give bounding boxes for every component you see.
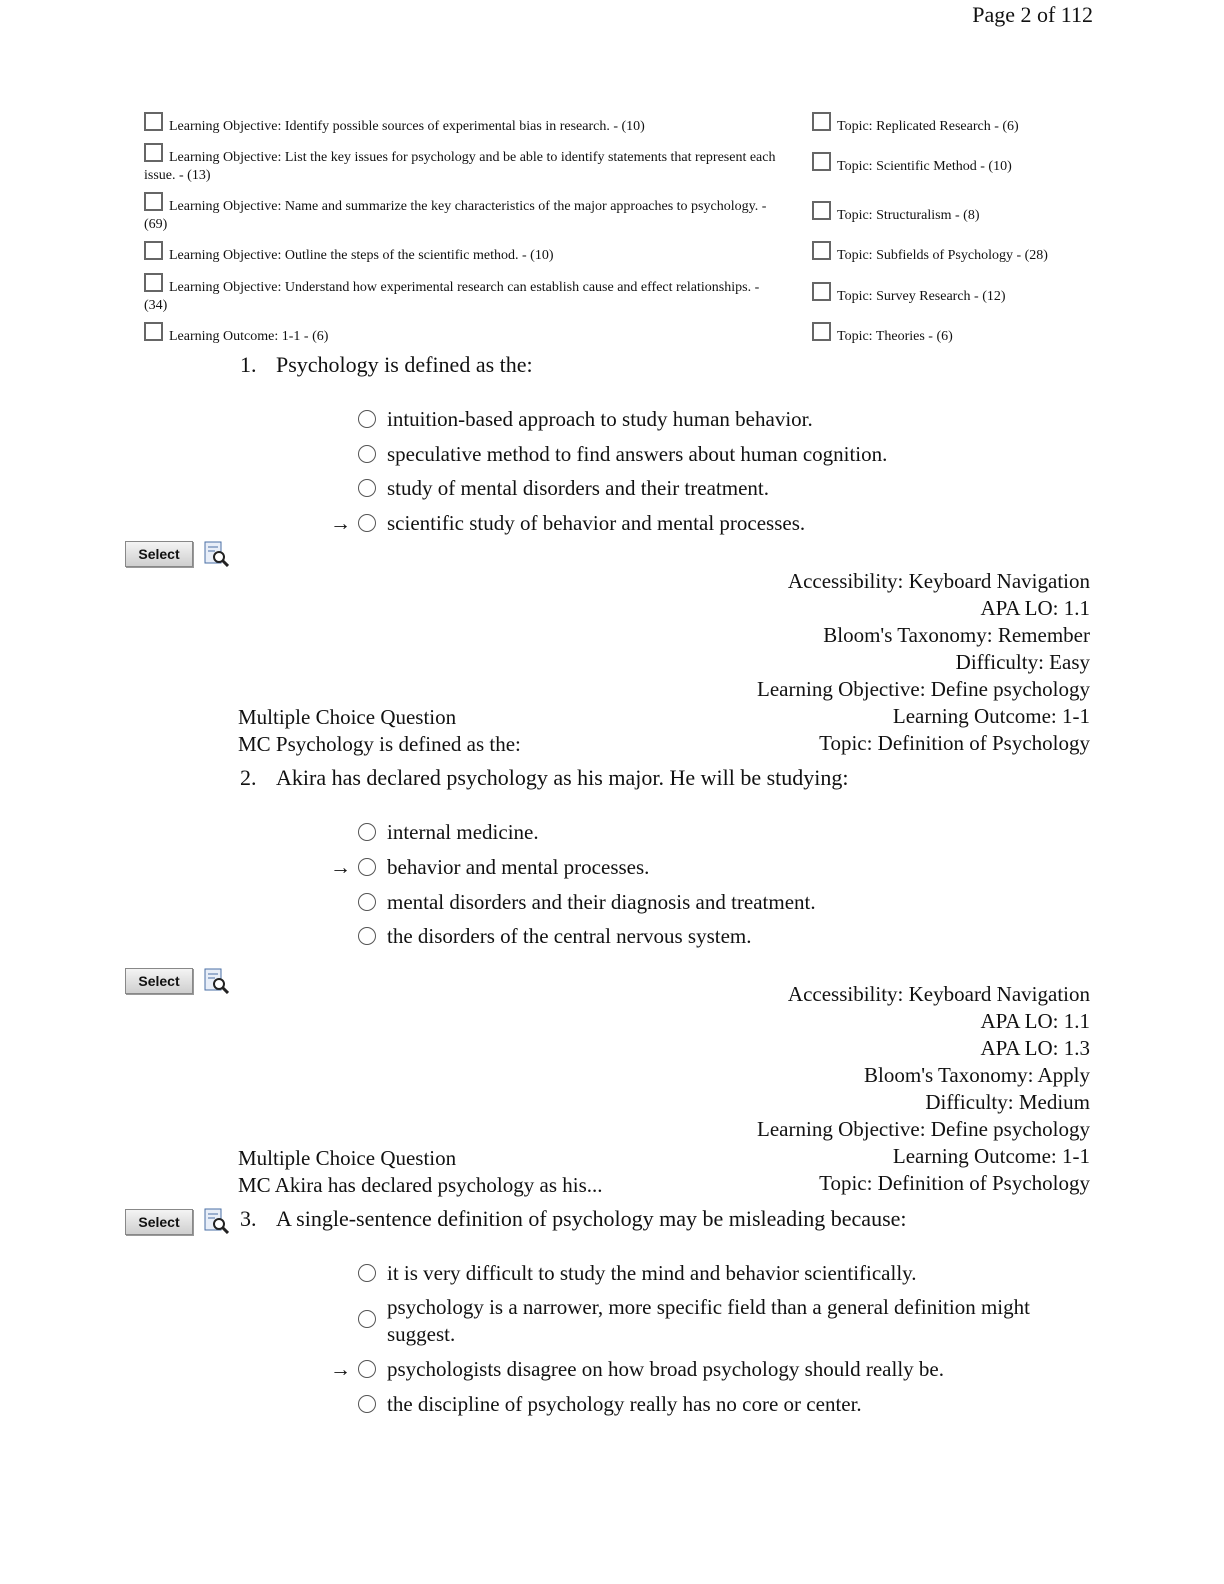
filter-label: Learning Objective: Understand how experimental research can establish cause and effect relationships. - (34) — [144, 280, 760, 313]
checkbox[interactable] — [144, 273, 163, 292]
option-text: internal medicine. — [387, 820, 539, 844]
question-metadata — [757, 981, 1090, 1197]
radio-button[interactable] — [358, 1395, 376, 1413]
filter-item[interactable] — [144, 241, 784, 265]
select-button[interactable]: Select — [125, 1209, 193, 1235]
select-button[interactable]: Select — [125, 968, 193, 994]
filter-item[interactable] — [812, 112, 1019, 136]
option-text: it is very difficult to study the mind and behavior scientifically. — [387, 1261, 917, 1285]
option-text: behavior and mental processes. — [387, 855, 650, 879]
answer-option[interactable] — [330, 1294, 1070, 1348]
answer-option[interactable] — [330, 889, 1070, 916]
filter-item[interactable] — [812, 201, 980, 225]
preview-magnifier-icon[interactable] — [203, 541, 229, 567]
answer-option[interactable] — [330, 1260, 1070, 1287]
radio-button[interactable] — [358, 410, 376, 428]
checkbox[interactable] — [144, 322, 163, 341]
option-text: the discipline of psychology really has no core or center. — [387, 1392, 862, 1416]
answer-option[interactable] — [330, 475, 1070, 502]
question-text: Psychology is defined as the: — [276, 352, 533, 377]
meta-line: Learning Objective: Define psychology — [757, 1117, 1090, 1141]
meta-line: Topic: Definition of Psychology — [819, 1171, 1090, 1195]
filter-label: Topic: Subfields of Psychology - (28) — [837, 248, 1048, 263]
filter-item[interactable] — [812, 282, 1006, 306]
radio-button[interactable] — [358, 1360, 376, 1378]
radio-button[interactable] — [358, 514, 376, 532]
checkbox[interactable] — [812, 241, 831, 260]
filter-label: Learning Objective: List the key issues for psychology and be able to identify statements that represent each issue. - (13) — [144, 150, 776, 183]
checkbox[interactable] — [812, 112, 831, 131]
option-text: speculative method to find answers about human cognition. — [387, 442, 888, 466]
checkbox[interactable] — [144, 112, 163, 131]
option-text: intuition-based approach to study human behavior. — [387, 407, 813, 431]
meta-line: Topic: Definition of Psychology — [819, 731, 1090, 755]
short-title: MC Akira has declared psychology as his... — [238, 1173, 603, 1197]
answer-option[interactable] — [330, 819, 1070, 846]
option-text: psychology is a narrower, more specific field than a general definition might suggest. — [387, 1295, 1030, 1346]
option-text: psychologists disagree on how broad psychology should really be. — [387, 1357, 944, 1381]
answer-option[interactable] — [330, 1391, 1070, 1418]
checkbox[interactable] — [144, 241, 163, 260]
filter-label: Learning Objective: Outline the steps of the scientific method. - (10) — [169, 248, 554, 263]
filter-item[interactable] — [812, 152, 1012, 176]
preview-magnifier-icon[interactable] — [203, 1208, 229, 1234]
checkbox[interactable] — [812, 201, 831, 220]
radio-button[interactable] — [358, 1264, 376, 1282]
filter-label: Topic: Survey Research - (12) — [837, 289, 1006, 304]
radio-button[interactable] — [358, 858, 376, 876]
filter-label: Learning Objective: Name and summarize the key characteristics of the major approaches to psychology. - (69) — [144, 199, 767, 232]
answer-option[interactable] — [330, 923, 1070, 950]
answer-option[interactable] — [330, 406, 1070, 433]
filter-item[interactable] — [144, 112, 784, 136]
meta-line: Learning Outcome: 1-1 — [892, 1144, 1090, 1168]
checkbox[interactable] — [144, 192, 163, 211]
checkbox[interactable] — [812, 322, 831, 341]
question-number: 3. — [240, 1206, 257, 1231]
answer-option[interactable] — [330, 441, 1070, 468]
answer-option-correct[interactable] — [330, 1356, 1070, 1383]
checkbox[interactable] — [144, 143, 163, 162]
question-2 — [240, 765, 849, 791]
radio-button[interactable] — [358, 927, 376, 945]
answer-option-correct[interactable] — [330, 510, 1070, 537]
filter-item[interactable] — [144, 322, 784, 346]
question-text: A single-sentence definition of psychology may be misleading because: — [276, 1206, 907, 1231]
meta-line: Difficulty: Medium — [925, 1090, 1090, 1114]
checkbox[interactable] — [812, 282, 831, 301]
radio-button[interactable] — [358, 445, 376, 463]
filter-item[interactable] — [144, 192, 784, 234]
option-text: mental disorders and their diagnosis and treatment. — [387, 890, 816, 914]
option-text: the disorders of the central nervous system. — [387, 924, 752, 948]
radio-button[interactable] — [358, 823, 376, 841]
question-number: 1. — [240, 352, 257, 377]
type-label: Multiple Choice Question — [238, 1146, 457, 1170]
question-text: Akira has declared psychology as his major. He will be studying: — [276, 765, 849, 790]
question-metadata — [757, 568, 1090, 757]
filter-item[interactable] — [812, 241, 1048, 265]
question-type — [238, 704, 521, 758]
answer-option-correct[interactable] — [330, 854, 1070, 881]
filter-item[interactable] — [812, 322, 953, 346]
correct-arrow-icon: → — [330, 511, 351, 535]
option-text: scientific study of behavior and mental processes. — [387, 511, 806, 535]
option-text: study of mental disorders and their treatment. — [387, 476, 769, 500]
filter-label: Topic: Scientific Method - (10) — [837, 159, 1012, 174]
correct-arrow-icon: → — [330, 855, 351, 879]
question-type — [238, 1145, 603, 1199]
short-title: MC Psychology is defined as the: — [238, 732, 521, 756]
question-1 — [240, 352, 533, 378]
filter-label: Learning Outcome: 1-1 - (6) — [169, 329, 329, 344]
radio-button[interactable] — [358, 893, 376, 911]
filter-label: Topic: Structuralism - (8) — [837, 208, 980, 223]
type-label: Multiple Choice Question — [238, 705, 457, 729]
meta-line: Learning Objective: Define psychology — [757, 677, 1090, 701]
meta-line: APA LO: 1.1 — [980, 596, 1090, 620]
filter-label: Topic: Replicated Research - (6) — [837, 119, 1019, 134]
preview-magnifier-icon[interactable] — [203, 968, 229, 994]
meta-line: Accessibility: Keyboard Navigation — [787, 982, 1090, 1006]
question-3 — [240, 1206, 907, 1232]
correct-arrow-icon: → — [330, 1357, 351, 1381]
meta-line: Difficulty: Easy — [955, 650, 1090, 674]
meta-line: Bloom's Taxonomy: Apply — [864, 1063, 1090, 1087]
filter-item[interactable] — [144, 273, 784, 315]
radio-button[interactable] — [358, 1310, 376, 1328]
page-number: Page 2 of 112 — [972, 2, 1093, 27]
filter-item[interactable] — [144, 143, 784, 185]
filter-label: Learning Objective: Identify possible sources of experimental bias in research. - (10) — [169, 119, 645, 134]
filter-label: Topic: Theories - (6) — [837, 329, 953, 344]
meta-line: APA LO: 1.1 — [980, 1009, 1090, 1033]
checkbox[interactable] — [812, 152, 831, 171]
meta-line: Learning Outcome: 1-1 — [892, 704, 1090, 728]
meta-line: Bloom's Taxonomy: Remember — [823, 623, 1090, 647]
radio-button[interactable] — [358, 479, 376, 497]
question-number: 2. — [240, 765, 257, 790]
select-button[interactable]: Select — [125, 541, 193, 567]
meta-line: Accessibility: Keyboard Navigation — [787, 569, 1090, 593]
meta-line: APA LO: 1.3 — [980, 1036, 1090, 1060]
